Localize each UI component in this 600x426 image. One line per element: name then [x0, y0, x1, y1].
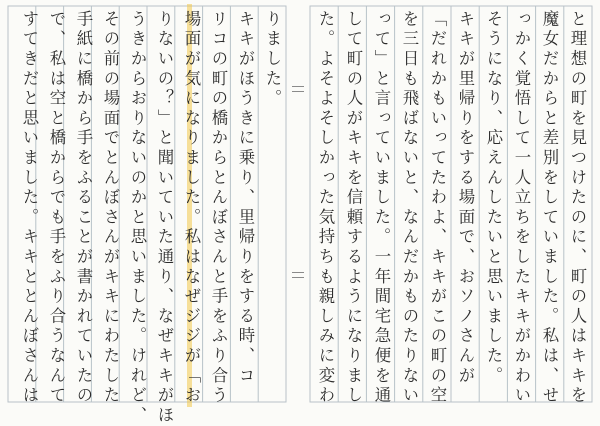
left-column-7: その前の場面でとんぼさんがキキにわたした [101, 10, 120, 406]
right-column-4: そうになり、応えんしたいと思いました。 [484, 10, 503, 387]
left-column-10: すてきだと思いました。キキととんぼさんは [20, 10, 39, 406]
left-column-2: キキがほうきに乗り、里帰りをする時、コ [236, 10, 255, 387]
right-column-5: キキが里帰りをする場面で、おソノさんが [456, 10, 475, 387]
right-column-3: っかく覚悟して一人立ちをしたキキがかわい [512, 10, 531, 406]
left-column-1: りました。 [263, 10, 282, 109]
binding-mark-bottom [292, 272, 304, 278]
left-column-8: 手紙に橋から手をふることが書かれていたの [74, 10, 93, 406]
left-column-3: リコの町の橋からとんぼさんと手をふり合う [209, 10, 228, 406]
right-column-8: って」と言っていました。一年間宅急便を通 [372, 10, 391, 406]
left-column-6: うきからおりないのかと思いました。けれど、 [128, 10, 147, 426]
left-column-5: りないの？」と聞いていた通り、なぜキキがほ [155, 10, 174, 426]
left-column-9: で、私は空と橋からでも手をふり合うなんて [47, 10, 66, 406]
right-column-6: 「だれかもいってたわよ、キキがこの町の空 [428, 10, 447, 406]
right-column-2: 魔女だからと差別をしていました。私は、せ [540, 10, 559, 406]
right-column-10: た。よそよそしかった気持ちも親しみに変わ [316, 10, 335, 406]
right-column-1: と理想の町を見つけたのに、町の人はキキを [568, 10, 587, 406]
right-column-9: して町の人がキキを信頼するようになりまし [344, 10, 363, 406]
binding-mark-top [292, 86, 304, 92]
right-column-7: を三日も飛ばないと、なんだかものたりない [400, 10, 419, 406]
left-column-4: 場面が気になりました。私はなぜジジが「お [182, 10, 201, 406]
page-binding [291, 0, 305, 411]
